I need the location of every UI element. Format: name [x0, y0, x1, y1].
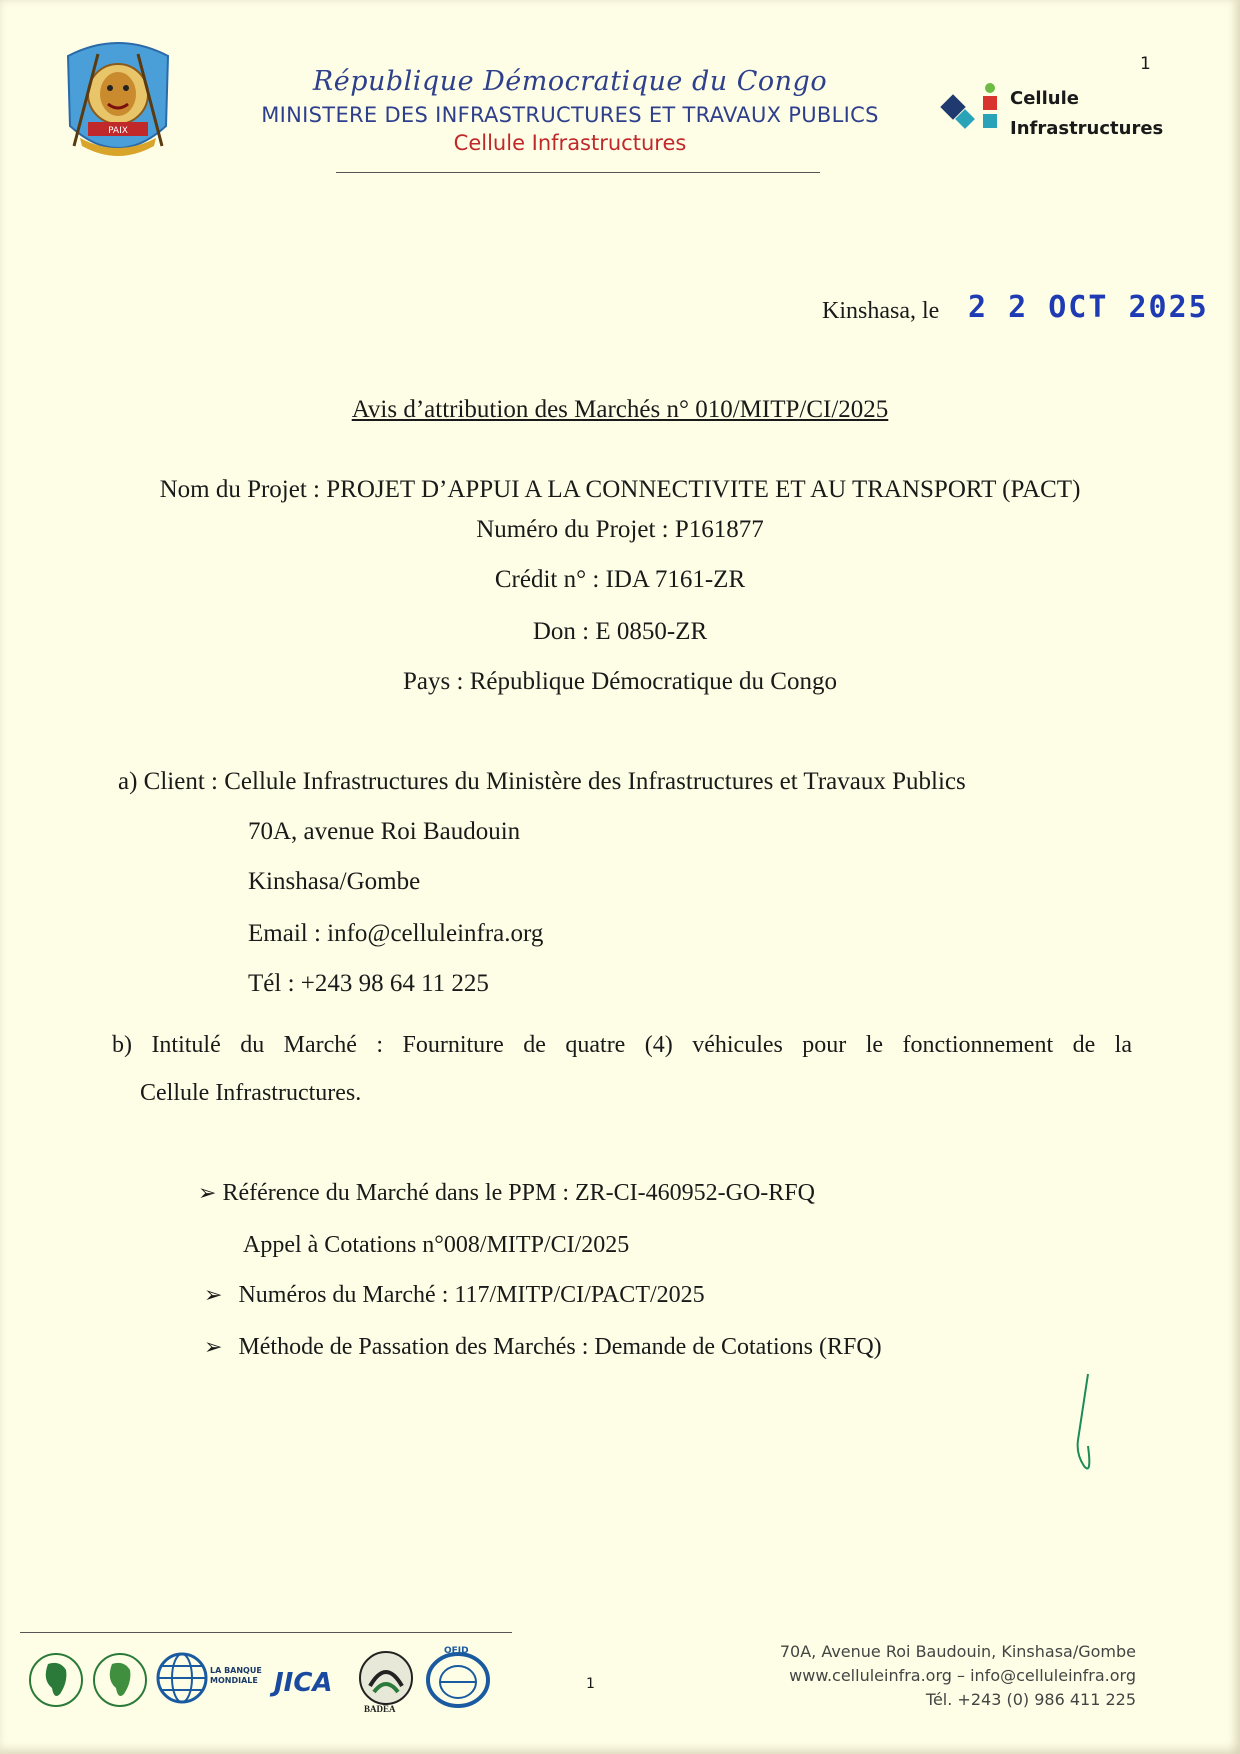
bullet-arrow-icon: ➢ [204, 1282, 223, 1307]
project-number: Numéro du Projet : P161877 [476, 516, 764, 543]
country: Pays : République Démocratique du Congo [403, 668, 837, 695]
contract-title-line2: Cellule Infrastructures. [140, 1080, 362, 1106]
jica-logo: JICA [274, 1668, 333, 1698]
ofid-label: OFID [444, 1646, 469, 1656]
notice-title: Avis d’attribution des Marchés n° 010/MITP/CI/2025 [351, 396, 889, 423]
client-phone: Tél : +243 98 64 11 225 [248, 970, 489, 997]
african-development-bank-logo [92, 1650, 148, 1710]
footer-address: 70A, Avenue Roi Baudouin, Kinshasa/Gombe [779, 1642, 1136, 1661]
date-prefix: Kinshasa, le [822, 298, 940, 324]
client-label: a) Client : Cellule Infrastructures du Ministère des Infrastructures et Travaux Publics [118, 768, 966, 795]
ofid-logo [424, 1650, 492, 1710]
credit-number: Crédit n° : IDA 7161-ZR [494, 566, 746, 593]
badea-logo [356, 1646, 416, 1710]
procurement-method: Méthode de Passation des Marchés : Demande de Cotations (RFQ) [238, 1334, 882, 1360]
footer-page-number: 1 [586, 1676, 595, 1692]
world-bank-globe-icon [154, 1648, 210, 1708]
footer-contact [700, 1640, 1136, 1712]
african-union-logo [28, 1650, 84, 1710]
cellule-infrastructures-logo [938, 82, 1164, 142]
client-email: Email : info@celluleinfra.org [248, 920, 544, 947]
logo-mark-icon [938, 82, 1008, 142]
cellule-name: Cellule Infrastructures [453, 131, 687, 155]
header-divider [336, 172, 820, 173]
contract-reference: Référence du Marché dans le PPM : ZR-CI-460952-GO-RFQ [222, 1180, 815, 1206]
logo-text-line2: Infrastructures [1010, 118, 1164, 139]
procurement-method-item [204, 1334, 882, 1361]
badea-label: BADEA [364, 1704, 396, 1714]
contract-reference-item [198, 1180, 815, 1207]
bullet-arrow-icon: ➢ [198, 1180, 217, 1205]
top-page-number: 1 [1140, 54, 1151, 74]
client-city: Kinshasa/Gombe [248, 868, 421, 895]
contract-numbers: Numéros du Marché : 117/MITP/CI/PACT/2025 [238, 1282, 705, 1308]
ministry-header [240, 66, 900, 155]
republic-title: République Démocratique du Congo [312, 66, 828, 97]
partner-logos [24, 1640, 494, 1720]
contract-title-line1: b) Intitulé du Marché : Fourniture de quatre (4) véhicules pour le fonctionnement de la [112, 1032, 1132, 1058]
footer-web-email: www.celluleinfra.org – info@celluleinfra.org [789, 1666, 1136, 1685]
bullet-arrow-icon: ➢ [204, 1334, 223, 1359]
client-address: 70A, avenue Roi Baudouin [248, 818, 521, 845]
emblem-motto-center: PAIX [108, 126, 128, 136]
contract-numbers-item [204, 1282, 705, 1309]
date-stamp: 2 2 OCT 2025 [968, 290, 1209, 325]
call-for-quotes: Appel à Cotations n°008/MITP/CI/2025 [243, 1232, 630, 1258]
initials-signature [1066, 1370, 1106, 1480]
logo-text-line1: Cellule [1010, 88, 1079, 109]
project-name: Nom du Projet : PROJET D’APPUI A LA CONNECTIVITE ET AU TRANSPORT (PACT) [159, 476, 1081, 503]
ministry-name: MINISTERE DES INFRASTRUCTURES ET TRAVAUX PUBLICS [261, 103, 879, 127]
grant-number: Don : E 0850-ZR [532, 618, 708, 645]
world-bank-label: LA BANQUE MONDIALE [210, 1666, 262, 1685]
coat-of-arms-emblem [58, 36, 178, 170]
footer-phone: Tél. +243 (0) 986 411 225 [925, 1690, 1136, 1709]
footer-divider [20, 1632, 512, 1633]
